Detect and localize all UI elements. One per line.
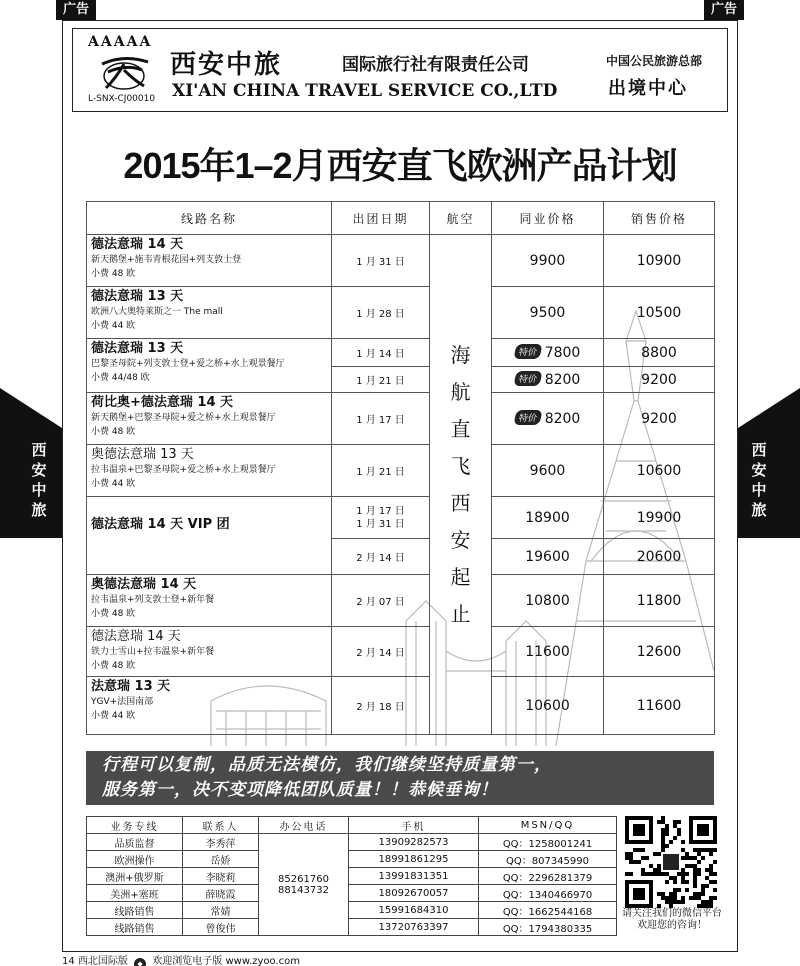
contact-mobile: 15991684310 — [349, 902, 479, 919]
qr-caption-line: 请关注我们的微信平台 — [622, 908, 722, 919]
wechat-qr-code-icon[interactable] — [625, 816, 717, 908]
table-row — [87, 339, 715, 367]
contact-row — [87, 902, 617, 919]
contact-name: 李晓莉 — [183, 868, 259, 885]
table-row — [87, 627, 715, 677]
contact-mobile: 13991831351 — [349, 868, 479, 885]
side-label-left: 西安中旅 — [31, 441, 47, 519]
route-title: 德法意瑞 13 天 — [91, 341, 184, 356]
sale-price: 20600 — [604, 539, 715, 575]
route-desc: 拉韦温泉+巴黎圣母院+爱之桥+水上观景餐厅 — [91, 465, 276, 475]
header-department: 出境中心 — [608, 78, 688, 99]
route-cell — [87, 393, 332, 445]
table-row — [87, 393, 715, 445]
contact-mobile: 13909282573 — [349, 834, 479, 851]
trade-price — [492, 393, 604, 445]
section-name: 西北国际版 — [77, 956, 128, 966]
header-sale-price: 销售价格 — [604, 202, 715, 235]
route-title: 奥德法意瑞 14 天 — [91, 577, 197, 592]
publication-logo-icon: ◆ — [134, 958, 146, 966]
contact-qq: QQ：1340466970 — [479, 885, 617, 902]
route-desc: 新天鹅堡+巴黎圣母院+爱之桥+水上观景餐厅 — [91, 413, 276, 423]
route-title: 奥德法意瑞 13 天 — [91, 447, 194, 462]
header-subtitle: 中国公民旅游总部 — [606, 54, 703, 68]
promo-badge: 特价 — [513, 410, 542, 425]
sale-price: 9200 — [604, 393, 715, 445]
route-desc: 巴黎圣母院+列支敦士登+爱之桥+水上观景餐厅 — [91, 359, 285, 369]
route-desc: 新天鹅堡+施韦青根花园+列支敦士登 — [91, 255, 242, 265]
trade-price: 9600 — [492, 445, 604, 497]
contacts-table — [86, 816, 617, 936]
airline-char: 飞 — [450, 453, 471, 478]
company-logo-icon — [94, 52, 154, 92]
airline-char: 西 — [450, 490, 471, 515]
contact-dept: 澳洲+俄罗斯 — [87, 868, 183, 885]
sale-price: 9200 — [604, 367, 715, 393]
date-cell: 2 月 14 日 — [332, 627, 430, 677]
airline-char: 止 — [450, 601, 471, 626]
trade-price: 18900 — [492, 497, 604, 539]
route-cell — [87, 575, 332, 627]
office-phone: 88143732 — [278, 884, 329, 896]
route-cell — [87, 287, 332, 339]
contact-dept: 线路销售 — [87, 919, 183, 936]
contact-mobile: 18092670057 — [349, 885, 479, 902]
trade-price-value: 7800 — [544, 345, 581, 361]
contact-row — [87, 851, 617, 868]
contact-name: 薛晓霞 — [183, 885, 259, 902]
date-cell: 1 月 17 日 — [332, 393, 430, 445]
product-table-wrapper — [86, 201, 714, 746]
table-header-row — [87, 202, 715, 235]
rating-label: AAAAA — [88, 34, 153, 50]
license-number: L-SNX-CJ00010 — [88, 94, 156, 104]
trade-price-value: 8200 — [544, 372, 581, 388]
route-desc: 拉韦温泉+列支敦士登+新年餐 — [91, 595, 215, 605]
sale-price: 19900 — [604, 497, 715, 539]
route-desc: 欧洲八大奥特莱斯之一 The mall — [91, 307, 223, 317]
route-tip: 小费 48 欧 — [91, 609, 136, 619]
route-title: 法意瑞 13 天 — [91, 679, 171, 694]
route-tip: 小费 48 欧 — [91, 427, 136, 437]
sale-price: 10900 — [604, 235, 715, 287]
route-title: 德法意瑞 14 天 — [91, 629, 181, 644]
trade-price: 11600 — [492, 627, 604, 677]
table-row — [87, 445, 715, 497]
brand-name-cn: 西安中旅 — [170, 50, 283, 80]
date-value: 1 月 17 日 — [356, 505, 405, 517]
company-name-en: XI'AN CHINA TRAVEL SERVICE CO.,LTD — [172, 81, 558, 101]
page-number: 14 — [62, 956, 75, 966]
airline-char: 安 — [450, 527, 471, 552]
sale-price: 10600 — [604, 445, 715, 497]
promo-badge: 特价 — [513, 371, 542, 386]
trade-price: 9900 — [492, 235, 604, 287]
contacts-header: 联系人 — [183, 817, 259, 834]
route-title: 德法意瑞 13 天 — [91, 289, 184, 304]
promo-badge: 特价 — [513, 344, 542, 359]
sale-price: 10500 — [604, 287, 715, 339]
route-title: 德法意瑞 14 天 VIP 团 — [91, 517, 230, 532]
airline-cell — [430, 235, 492, 735]
contact-qq: QQ：2296281379 — [479, 868, 617, 885]
date-value: 1 月 31 日 — [356, 518, 405, 530]
date-cell: 1 月 28 日 — [332, 287, 430, 339]
slogan-line-1: 行程可以复制，品质无法模仿，我们继续坚持质量第一， — [102, 755, 552, 775]
table-row — [87, 575, 715, 627]
header-route: 线路名称 — [87, 202, 332, 235]
date-cell: 2 月 18 日 — [332, 677, 430, 735]
table-row — [87, 287, 715, 339]
route-cell — [87, 235, 332, 287]
route-tip: 小费 44 欧 — [91, 321, 136, 331]
date-cell: 2 月 14 日 — [332, 539, 430, 575]
contact-dept: 美洲+塞班 — [87, 885, 183, 902]
ad-tag-right: 广告 — [704, 0, 744, 20]
side-label-right: 西安中旅 — [751, 441, 767, 519]
route-desc: 铁力士雪山+拉韦温泉+新年餐 — [91, 647, 215, 657]
contact-qq: QQ：1662544168 — [479, 902, 617, 919]
table-row — [87, 497, 715, 539]
contact-row — [87, 885, 617, 902]
trade-price: 10600 — [492, 677, 604, 735]
office-phone: 85261760 — [278, 873, 329, 885]
route-desc: YGV+法国南部 — [91, 697, 154, 707]
page-title: 2015年1–2月西安直飞欧洲产品计划 — [123, 145, 677, 186]
trade-price-value: 8200 — [544, 411, 581, 427]
header-date: 出团日期 — [332, 202, 430, 235]
contacts-header: 手机 — [349, 817, 479, 834]
route-cell — [87, 445, 332, 497]
header-airline: 航空 — [430, 202, 492, 235]
route-cell — [87, 627, 332, 677]
date-cell: 2 月 07 日 — [332, 575, 430, 627]
airline-char: 海 — [450, 342, 471, 367]
trade-price — [492, 367, 604, 393]
date-cell: 1 月 14 日 — [332, 339, 430, 367]
route-cell — [87, 497, 332, 575]
contacts-header: 办公电话 — [259, 817, 349, 834]
qr-caption — [616, 908, 728, 932]
contacts-header: 业务专线 — [87, 817, 183, 834]
product-table — [86, 201, 715, 735]
ad-tag-left: 广告 — [56, 0, 96, 20]
contact-name: 常婧 — [183, 902, 259, 919]
route-tip: 小费 44 欧 — [91, 711, 136, 721]
contact-dept: 线路销售 — [87, 902, 183, 919]
table-row — [87, 677, 715, 735]
trade-price: 19600 — [492, 539, 604, 575]
date-cell: 1 月 31 日 — [332, 235, 430, 287]
route-cell — [87, 339, 332, 393]
header-trade-price: 同业价格 — [492, 202, 604, 235]
contacts-header-row — [87, 817, 617, 834]
contact-row — [87, 834, 617, 851]
contacts-header: MSN/QQ — [479, 817, 617, 834]
contact-row — [87, 919, 617, 936]
page-footer — [62, 952, 300, 966]
slogan-line-2: 服务第一，决不变项降低团队质量！！恭候垂询！ — [102, 780, 498, 800]
contact-qq: QQ：807345990 — [479, 851, 617, 868]
table-row — [87, 235, 715, 287]
contact-row — [87, 868, 617, 885]
route-cell — [87, 677, 332, 735]
route-tip: 小费 48 欧 — [91, 661, 136, 671]
contact-name: 曾俊伟 — [183, 919, 259, 936]
date-cell: 1 月 21 日 — [332, 445, 430, 497]
footer-link[interactable]: 欢迎浏览电子版 www.zyoo.com — [152, 956, 301, 966]
side-tab-right — [738, 388, 800, 538]
airline-char: 直 — [450, 416, 471, 441]
contact-mobile: 13720763397 — [349, 919, 479, 936]
route-title: 荷比奥+德法意瑞 14 天 — [91, 395, 234, 410]
contact-name: 李秀萍 — [183, 834, 259, 851]
sale-price: 12600 — [604, 627, 715, 677]
sale-price: 11800 — [604, 575, 715, 627]
sale-price: 11600 — [604, 677, 715, 735]
company-name-cn: 国际旅行社有限责任公司 — [342, 55, 529, 75]
contact-dept: 欧洲操作 — [87, 851, 183, 868]
route-title: 德法意瑞 14 天 — [91, 237, 184, 252]
office-phone-cell — [259, 834, 349, 936]
airline-char: 航 — [450, 379, 471, 404]
qr-caption-line: 欢迎您的咨询！ — [637, 920, 707, 931]
route-tip: 小费 44/48 欧 — [91, 373, 150, 383]
date-cell: 1 月 21 日 — [332, 367, 430, 393]
trade-price: 10800 — [492, 575, 604, 627]
contact-name: 岳娇 — [183, 851, 259, 868]
contact-mobile: 18991861295 — [349, 851, 479, 868]
airline-char: 起 — [450, 564, 471, 589]
slogan-banner — [86, 751, 714, 805]
date-cell — [332, 497, 430, 539]
trade-price — [492, 339, 604, 367]
sale-price: 8800 — [604, 339, 715, 367]
route-tip: 小费 48 欧 — [91, 269, 136, 279]
route-tip: 小费 44 欧 — [91, 479, 136, 489]
contact-dept: 品质监督 — [87, 834, 183, 851]
contact-qq: QQ：1258001241 — [479, 834, 617, 851]
trade-price: 9500 — [492, 287, 604, 339]
contact-qq: QQ：1794380335 — [479, 919, 617, 936]
